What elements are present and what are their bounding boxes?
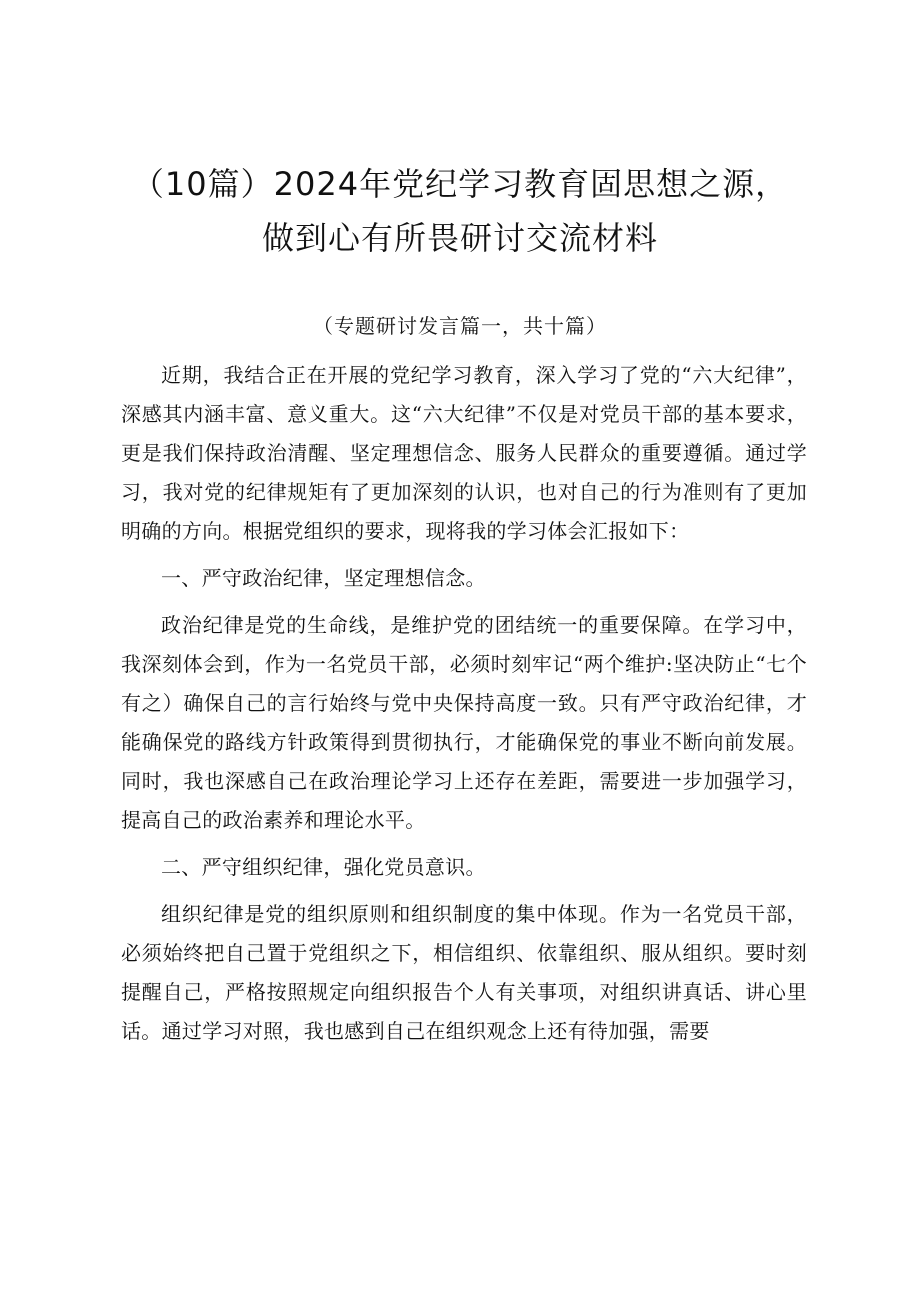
document-subtitle: （专题研讨发言篇一，共十篇） [313,314,607,338]
document-body [121,356,807,1051]
section-heading-political-discipline: 一、严守政治纪律，坚定理想信念。 [161,566,486,590]
document-title-line-1: （10篇）2024年党纪学习教育固思想之源， [131,165,789,203]
political-discipline-paragraph: 政治纪律是党的生命线，是维护党的团结统一的重要保障。在学习中，我深刻体会到，作为一名党员干部，必须时刻牢记“两个维护:坚决防止“七个有之）确保自己的言行始终与党中央保持高度一致。只有严守政治纪律，才能确保党的路线方针政策得到贯彻执行，才能确保党的事业不断向前发展。同时，我也深感自己在政治理论学习上还存在差距，需要进一步加强学习，提高自己的政治素养和理论水平。 [121,613,807,832]
section-heading-organizational-discipline: 二、严守组织纪律，强化党员意识。 [161,855,486,879]
organizational-discipline-paragraph: 组织纪律是党的组织原则和组织制度的集中体现。作为一名党员干部，必须始终把自己置于党组织之下，相信组织、依靠组织、服从组织。要时刻提醒自己，严格按照规定向组织报告个人有关事项，对组织讲真话、讲心里话。通过学习对照，我也感到自己在组织观念上还有待加强，需要 [121,902,807,1043]
intro-paragraph: 近期，我结合正在开展的党纪学习教育，深入学习了党的“六大纪律”，深感其内涵丰富、意义重大。这“六大纪律”不仅是对党员干部的基本要求，更是我们保持政治清醒、坚定理想信念、服务人民群众的重要遵循。通过学习，我对党的纪律规矩有了更加深刻的认识，也对自己的行为准则有了更加明确的方向。根据党组织的要求，现将我的学习体会汇报如下： [121,363,807,543]
document-title-line-2: 做到心有所畏研讨交流材料 [261,219,658,257]
